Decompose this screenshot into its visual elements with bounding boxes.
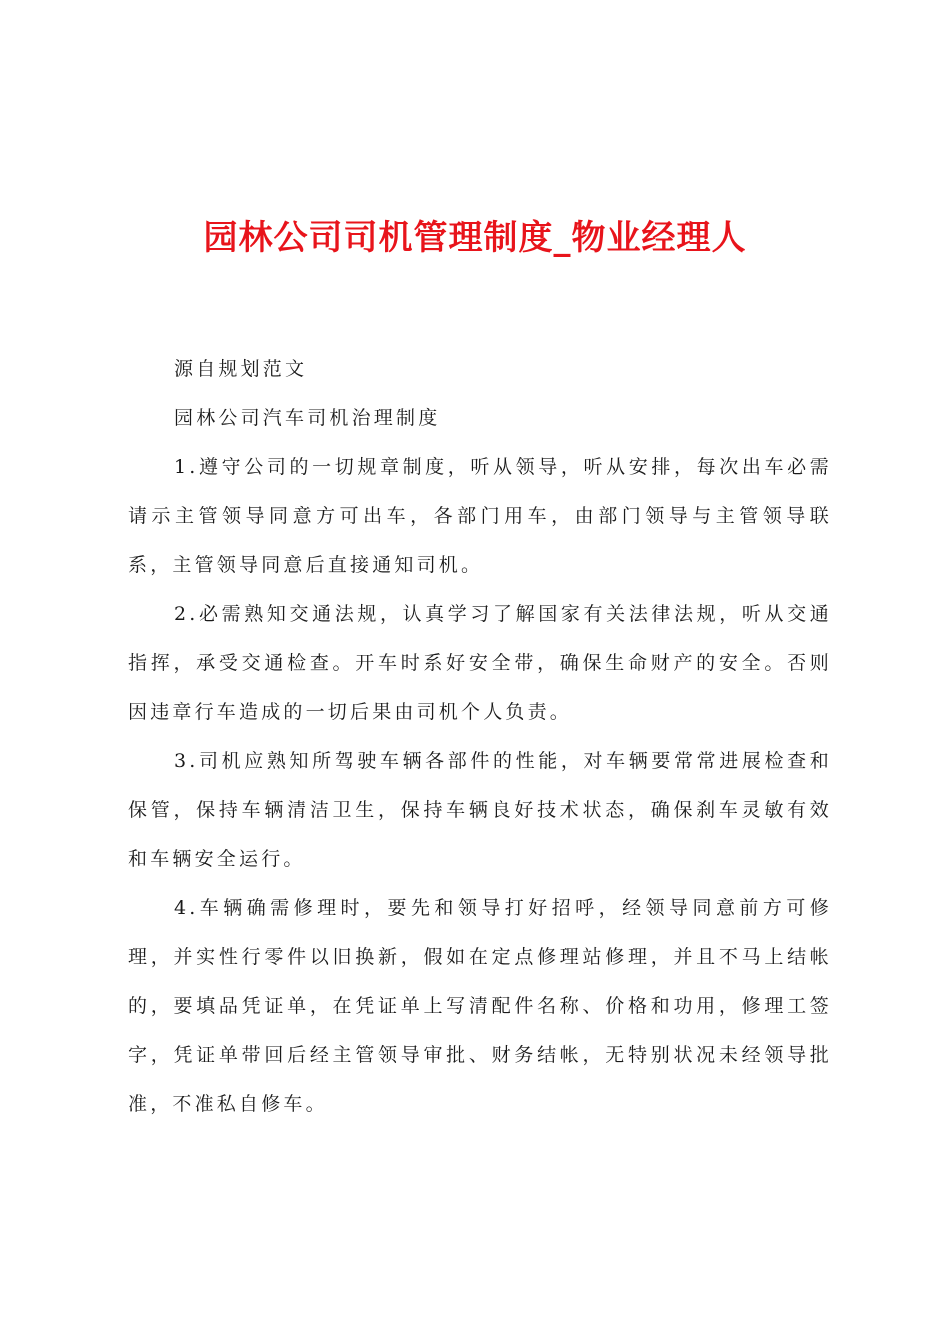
paragraph-2: 2.必需熟知交通法规，认真学习了解国家有关法律法规，听从交通指挥，承受交通检查。开车时系好安全带，确保生命财产的安全。否则因违章行车造成的一切后果由司机个人负责。 [128, 603, 832, 723]
paragraph-3: 3.司机应熟知所驾驶车辆各部件的性能，对车辆要常常进展检查和保管，保持车辆清洁卫生，保持车辆良好技术状态，确保刹车灵敏有效和车辆安全运行。 [128, 750, 832, 870]
document-title: 园林公司司机管理制度_物业经理人 [203, 218, 747, 258]
document-body [128, 345, 832, 1129]
document-subtitle: 园林公司汽车司机治理制度 [174, 407, 441, 429]
paragraph-4: 4.车辆确需修理时，要先和领导打好招呼，经领导同意前方可修理，并实性行零件以旧换新，假如在定点修理站修理，并且不马上结帐的，要填品凭证单，在凭证单上写清配件名称、价格和功用，修理工签字，凭证单带回后经主管领导审批、财务结帐，无特别状况未经领导批准，不准私自修车。 [128, 897, 832, 1115]
paragraph-1: 1.遵守公司的一切规章制度，听从领导，听从安排，每次出车必需请示主管领导同意方可出车，各部门用车，由部门领导与主管领导联系，主管领导同意后直接通知司机。 [128, 456, 832, 576]
source-line: 源自规划范文 [174, 358, 308, 380]
